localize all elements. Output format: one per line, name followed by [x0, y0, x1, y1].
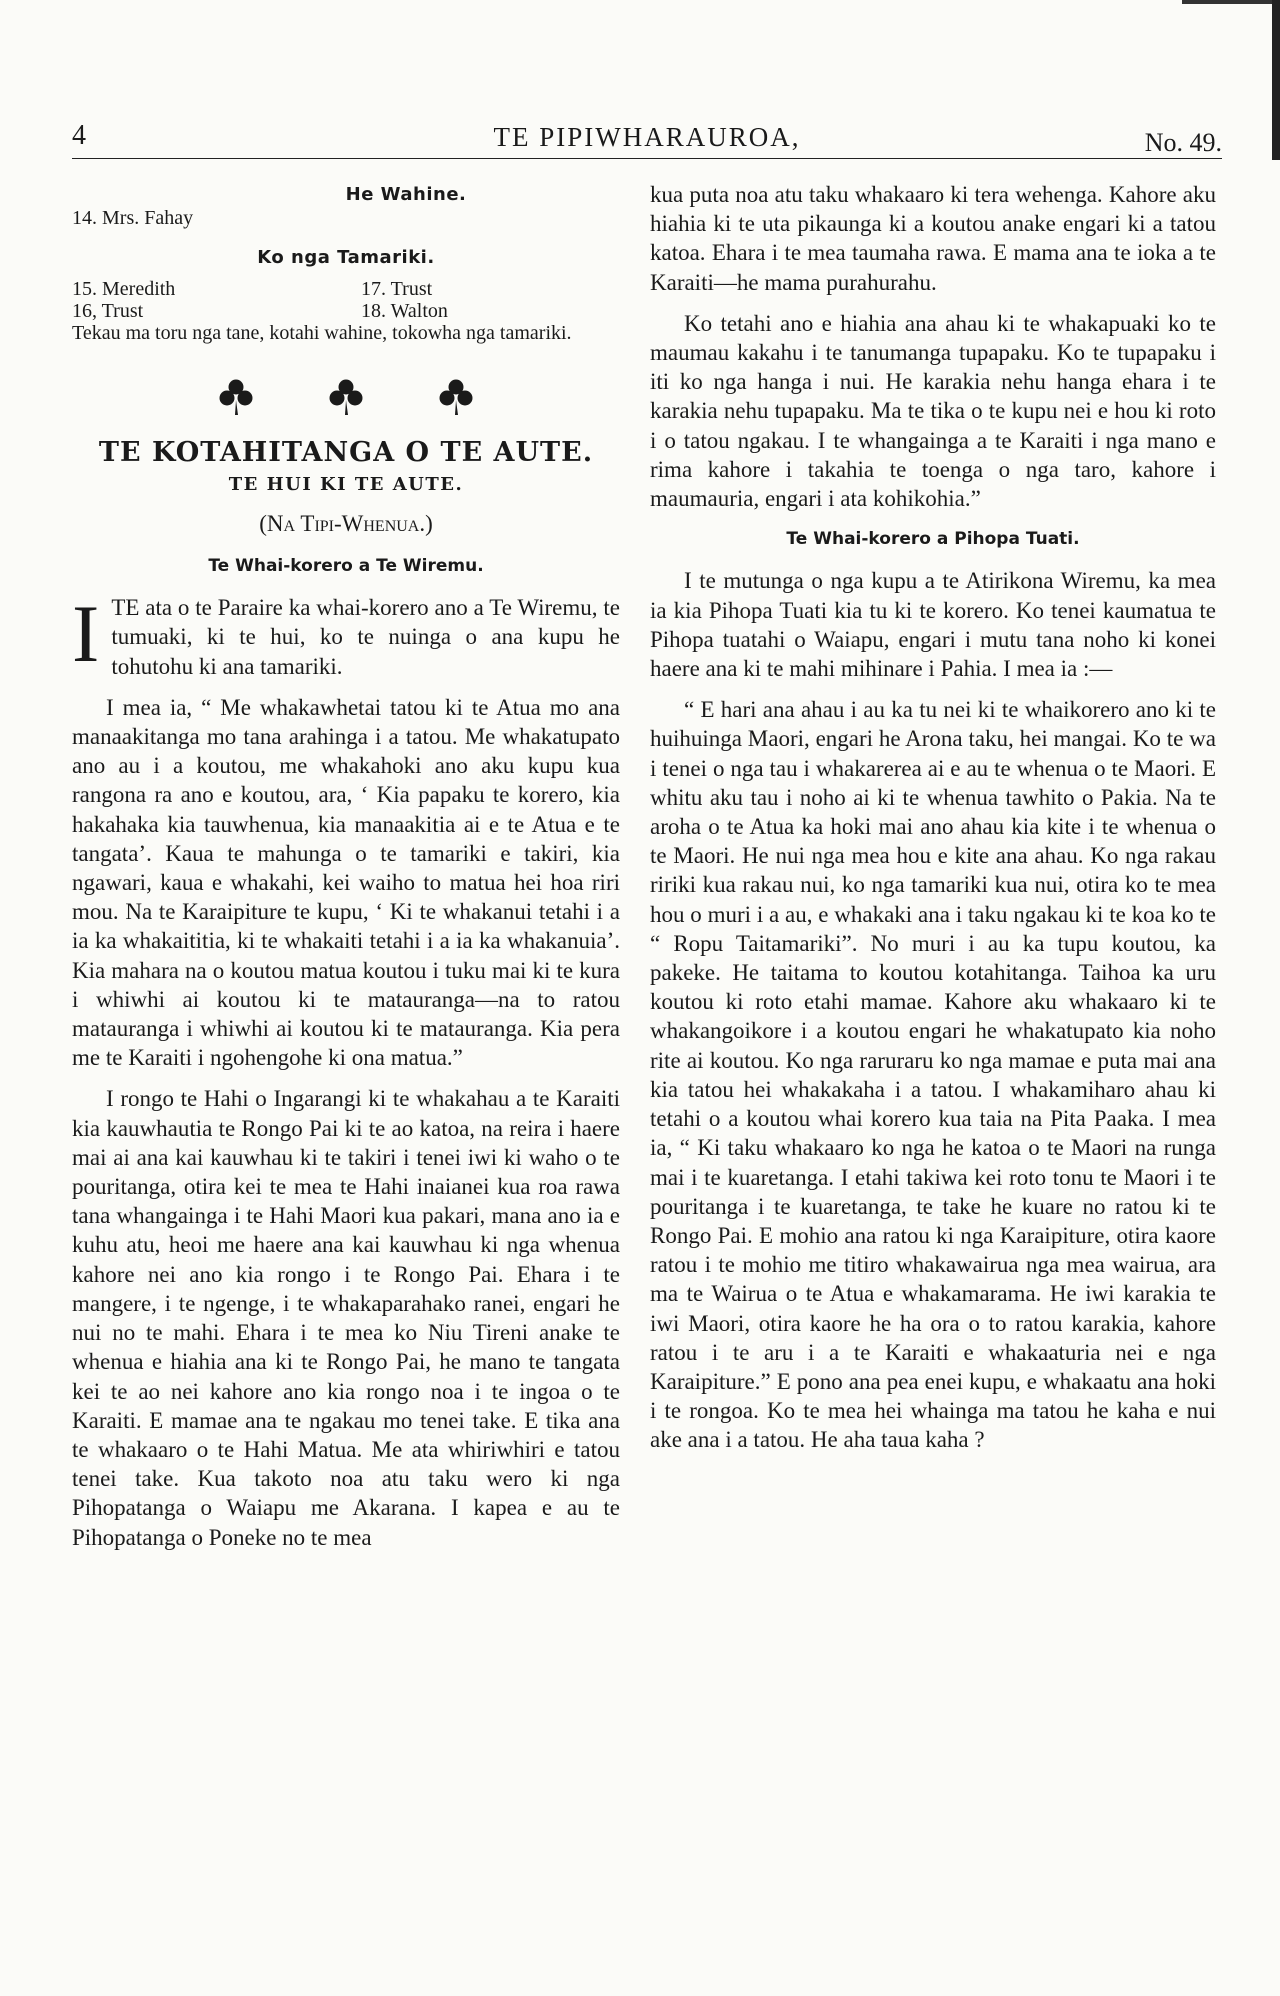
tamariki-name: 18. Walton: [361, 300, 448, 323]
clover-icon: [219, 378, 253, 416]
clover-icon: [439, 378, 473, 416]
article-paragraph: I mea ia, “ Me whakawhetai tatou ki te Atua mo ana manaakitanga mo tana arahinga i a tatou. Me whakatupato ano au i a koutou, me whakahoki ano aku kupu kua rangona ra ano e koutou, ara, ‘ Kia papaku te korero, kia hakahaka kia tauwhenua, kia manaakitia ai e te Atua e te tangata’. Kaua te mahunga o te tamariki e takiri, kia ngawari, kaua e whakahi, kei waiho to matua hei hoa riri mou. Na te Karaipiture te kupu, ‘ Ki te whakanui tetahi i a ia ka whakaititia, ki te whakaiti tetahi i a ia ka whakanuia’. Kia mahara na o koutou matua koutou i tuku mai ki te kura i whiwhi ai koutou ki te matauranga—na to ratou matauranga i whiwhi ai koutou ki te matauranga. Kia pera me te Karaiti i ngohengohe ki ona matua.”: [72, 694, 620, 1071]
article-paragraph: “ E hari ana ahau i au ka tu nei ki te whaikorero ano ki te huihuinga Maori, engari he Arona taku, hei mangai. Ko te wa i tenei o nga tau i whakarerea ai e au te whenua o te Maori. E whitu aku tau i noho ai ki te whenua tawhito o Pakia. Na te aroha o te Atua ka hoki mai ano ahau kia kite i te whenua o te Maori. He nui nga mea hou e kite ana ahau. Ko nga rakau ririki kua rakau nui, ko nga tamariki kua nui, otira ko te mea hou o muri i a au, e whakaki ana i taku ngakau ki te koa ko te “ Ropu Taitamariki”. No muri i au ka tupu koutou, ka pakeke. He taitama to koutou kotahitanga. Taihoa ka uru koutou ki roto etahi mamae. Kahore aku whakaaro ki te whakangoikore i a koutou engari he whakatupato kia noho rite ai koutou. Ko nga raruraru ko nga mamae e puta mai ana kia tatou hei whakakaha i a tatou. I whakamiharo ahau ki tetahi o a koutou whai korero kua taia na Pita Paaka. I mea ia, “ Ki taku whakaaro ko nga he katoa o te Maori na runga mai i te kuaretanga. I etahi takiwa kei roto tonu te Maori i te pouritanga i te kuaretanga, te take he kuare no ratou ki te Rongo Pai. E mohio ana ratou ki nga Karaipiture, otira kaore ratou i te mohio me titiro whakawairua nga mea wairua, ara ma te Wairua o te Atua e whakamarama. He iwi karakia te iwi Maori, otira kaore he ha ora o to ratou karakia, kahore ratou i te aru i a te Karaiti e whakaaturia nei e nga Karaipiture.” E pono ana pea enei kupu, e whakaatu ana hoki i te rongoa. Ko te mea hei whainga ma tatou he kaha e nui ake ana i a tatou. He aha taua kaha ?: [650, 697, 1216, 1453]
clover-ornaments: [72, 378, 620, 416]
page-edge-shadow: [1272, 0, 1280, 160]
tamariki-name: 17. Trust: [361, 278, 433, 301]
article-paragraph: I rongo te Hahi o Ingarangi ki te whakahau a te Karaiti kia kauwhautia te Rongo Pai ki te ao katoa, na reira i haere mai ai ana kai kauwhau ki te takiri i tenei iwi ki waho o te pouritanga, otira kei te mea te Hahi inaianei kua roa rawa tana whangainga i te Hahi Maori kua pakari, mana ano ia e kuhu atu, heoi me haere ana kai kauwhau ki nga whenua kahore nei ano kia rongo i te Rongo Pai. Ehara i te mangere, i te ngenge, i te whakaparahako ranei, engari he nui no te mahi. Ehara i te mea ko Niu Tireni anake te whenua e hiahia ana ki te Rongo Pai, he mano te tangata kei te ao nei kahore ano kia rongo noa i te ingoa o te Karaiti. E mamae ana te ngakau mo tenei take. E tika ana te whakaaro o te Hahi Matua. Me ata whiriwhiri e tatou tenei take. Kua takoto noa atu taku wero ki nga Pihopatanga o Waiapu me Akarana. I kapea e au te Pihopatanga o Poneke no te mea: [72, 1086, 620, 1550]
speech-heading: Te Whai-korero a Te Wiremu.: [208, 556, 484, 577]
wahine-list-item: 14. Mrs. Fahay: [72, 207, 194, 230]
summary-text: Tekau ma toru nga tane, kotahi wahine, tokowha nga tamariki.: [72, 322, 572, 345]
tamariki-row: [72, 300, 620, 322]
tamariki-name: 16, Trust: [72, 300, 144, 323]
paragraph-text: TE ata o te Paraire ka whai-korero ano a Te Wiremu, te tumuaki, ki te hui, ko te nuinga o ana kupu he tohutohu ki ana tamariki.: [111, 595, 620, 679]
clover-icon: [329, 378, 363, 416]
page-header: [72, 118, 1222, 159]
speech-heading: Te Whai-korero a Pihopa Tuati.: [786, 529, 1080, 550]
tamariki-row: [72, 278, 620, 300]
article-paragraph: Ko tetahi ano e hiahia ana ahau ki te whakapuaki ko te maumau kakahu i te tanumanga tupapaku. Ko te tupapaku i iti ko nga hanga i nui. He karakia nehu hanga ehara i te karakia nehu tupapaku. Ma te tika o te kupu nei e hou ki roto i o tatou ngakau. I te whangainga a te Karaiti i nga mano e rima kahore i takahia te toenga o nga taro, kahore i maumauria, engari i ata kohikohia.”: [650, 310, 1216, 512]
drop-cap: I: [72, 588, 100, 680]
newspaper-title: TE PIPIWHARAUROA,: [493, 122, 801, 152]
left-column: [72, 180, 620, 1564]
article-title: TE KOTAHITANGA O TE AUTE.: [98, 437, 594, 469]
right-column: [650, 180, 1216, 1467]
article-paragraph: kua puta noa atu taku whakaaro ki tera wehenga. Kahore aku hiahia ki te uta pikaunga ki a koutou anake engari ki a tatou katoa. Ehara i te mea taumaha rawa. E mama ana te ioka a te Karaiti—he mama purahurahu.: [650, 182, 1216, 295]
article-subtitle: TE HUI KI TE AUTE.: [228, 473, 464, 495]
article-paragraph: [72, 588, 620, 681]
issue-number: No. 49.: [1144, 128, 1222, 157]
article-byline: (Na Tipi-Whenua.): [259, 510, 433, 536]
wahine-heading: He Wahine.: [345, 184, 467, 205]
page-corner-shadow: [1182, 0, 1272, 4]
tamariki-heading: Ko nga Tamariki.: [257, 247, 435, 269]
article-paragraph: I te mutunga o nga kupu a te Atirikona Wiremu, ka mea ia kia Pihopa Tuati kia tu ki te korero. Ko tenei kaumatua te Pihopa tuatahi o Waiapu, engari i mutu tana noho ki konei haere ana ki te mahi mihinare i Pahia. I mea ia :—: [650, 568, 1216, 682]
page-number: 4: [72, 120, 86, 151]
tamariki-name: 15. Meredith: [72, 278, 176, 301]
